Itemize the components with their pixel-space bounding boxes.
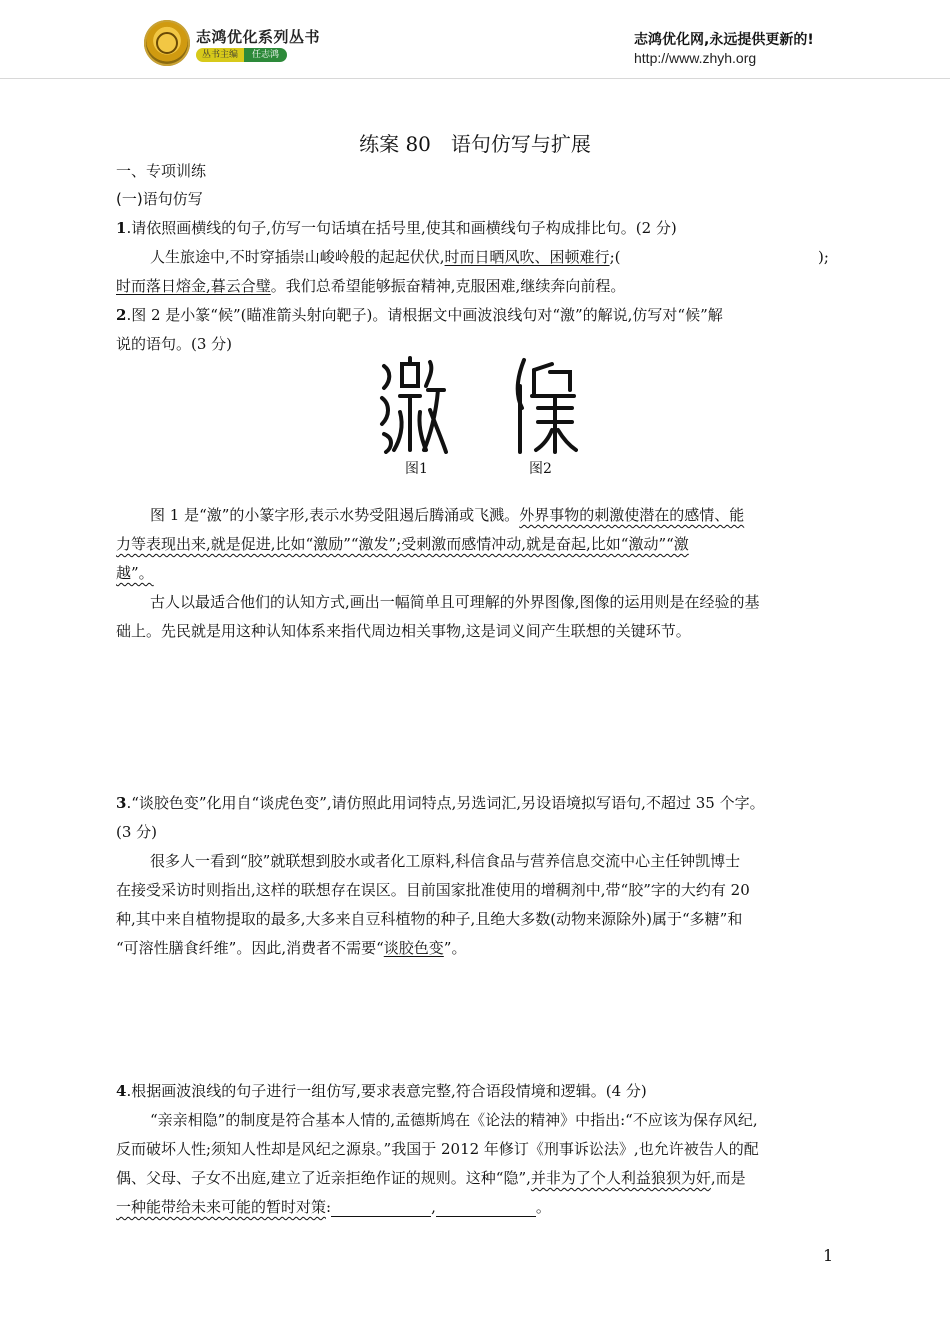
header-url: http://www.zhyh.org: [634, 50, 757, 66]
question-4-prompt: [116, 1081, 647, 1101]
passage-2-line-3: [116, 563, 154, 583]
editor-label: 丛书主编: [196, 48, 244, 62]
passage-4-text-b: ,而是: [710, 1169, 746, 1187]
page-title: 练案 80 语句仿写与扩展: [359, 132, 591, 156]
question-3-prompt: [116, 793, 765, 813]
passage-2-line-4: 古人以最适合他们的认知方式,画出一幅简单且可理解的外界图像,图像的运用则是在经验的基: [150, 593, 760, 611]
passage-2-line-1: [150, 505, 744, 525]
passage-4-line-3: [116, 1168, 746, 1188]
question-4-text: .根据画波浪线的句子进行一组仿写,要求表意完整,符合语段情境和逻辑。(4 分): [126, 1082, 647, 1100]
passage-4-colon: :: [326, 1198, 332, 1216]
answer-blank-2[interactable]: [436, 1200, 536, 1217]
series-logo-icon: [144, 20, 190, 66]
passage-3-text: “可溶性膳食纤维”。因此,消费者不需要“: [116, 939, 384, 957]
page-number: 1: [823, 1246, 834, 1265]
passage-4-line-2: 反而破坏人性;须知人性却是风纪之源泉。”我国于 2012 年修订《刑事诉讼法》,也允许被告人的配: [116, 1140, 759, 1158]
question-3-number: 3: [116, 794, 127, 812]
editor-name: 任志鸿: [244, 48, 287, 62]
header-slogan: 志鸿优化网,永远提供更新的!: [634, 32, 814, 48]
passage-2-text: 图 1 是“激”的小篆字形,表示水势受阻遏后腾涌或飞溅。: [150, 506, 520, 524]
passage-2-wavy-c: 越”。: [116, 564, 154, 582]
passage-4-comma: ,: [431, 1198, 436, 1216]
question-2-number: 2: [116, 306, 127, 324]
subsection-heading: (一)语句仿写: [116, 190, 203, 208]
passage-3-line-2: 在接受采访时则指出,这样的联想存在误区。目前国家批准使用的增稠剂中,带“胶”字的大约有 20: [116, 881, 750, 899]
seal-character-ji-image: [378, 356, 448, 454]
passage-4-wavy-b: 一种能带给未来可能的暂时对策: [116, 1198, 327, 1216]
passage-2-wavy-b: 力等表现出来,就是促进,比如“激励”“激发”;受刺激而感情冲动,就是奋起,比如“激动”“激: [116, 535, 689, 553]
passage-2-line-2: [116, 534, 689, 554]
question-4-number: 4: [116, 1082, 127, 1100]
passage-4-line-4: [116, 1197, 551, 1217]
passage-2-wavy-a: 外界事物的刺激使潜在的感情、能: [519, 506, 745, 524]
question-3-text: .“谈胶色变”化用自“谈虎色变”,请仿照此用词特点,另选词汇,另设语境拟写语句,不超过 35 个字。: [126, 794, 765, 812]
question-1-prompt: [116, 218, 677, 238]
question-3-prompt-b: (3 分): [116, 823, 158, 841]
passage-4-text-a: 偶、父母、子女不出庭,建立了近亲拒绝作证的规则。这种“隐”,: [116, 1169, 531, 1187]
q1-answer-close: );: [818, 248, 829, 266]
seal-character-hou-image: [508, 356, 578, 454]
figure-1-caption: 图1: [405, 461, 428, 477]
passage-2-line-5: 础上。先民就是用这种认知体系来指代周边相关事物,这是词义间产生联想的关键环节。: [116, 622, 691, 640]
passage-4-wavy-a: 并非为了个人利益狼狈为奸: [530, 1169, 711, 1187]
q1-text-a: 人生旅途中,不时穿插崇山峻岭般的起起伏伏,: [150, 248, 445, 266]
question-1-text: .请依照画横线的句子,仿写一句话填在括号里,使其和画横线句子构成排比句。(2 分): [126, 219, 677, 237]
series-title: 志鸿优化系列丛书: [196, 28, 321, 46]
passage-3-line-1: 很多人一看到“胶”就联想到胶水或者化工原料,科信食品与营养信息交流中心主任钟凯博士: [150, 852, 741, 870]
section-heading: 一、专项训练: [116, 162, 207, 180]
answer-blank-1[interactable]: [331, 1200, 431, 1217]
question-1-line-1: [150, 247, 620, 267]
header-divider: [0, 78, 950, 79]
question-2-prompt: [116, 305, 723, 325]
figure-2-caption: 图2: [529, 461, 552, 477]
passage-3-underlined: 谈胶色变: [383, 939, 444, 957]
passage-3-end: ”。: [443, 939, 467, 957]
q1-underlined-a: 时而日晒风吹、困顿难行: [444, 248, 610, 266]
question-2-text-a: .图 2 是小篆“候”(瞄准箭头射向靶子)。请根据文中画波浪线句对“激”的解说,仿写对“候”解: [126, 306, 723, 324]
passage-4-period: 。: [535, 1198, 551, 1216]
passage-3-line-4: [116, 938, 466, 958]
passage-4-line-1: “亲亲相隐”的制度是符合基本人情的,孟德斯鸠在《论法的精神》中指出:“不应该为保存风纪,: [150, 1111, 758, 1129]
q1-text-b: ;(: [609, 248, 621, 266]
question-1-number: 1: [116, 219, 127, 237]
passage-3-line-3: 种,其中来自植物提取的最多,大多来自豆科植物的种子,且绝大多数(动物来源除外)属于“多糖”和: [116, 910, 743, 928]
q1-text-c: 。我们总希望能够振奋精神,克服困难,继续奔向前程。: [270, 277, 626, 295]
page-header: [0, 0, 950, 80]
editor-strip: [196, 48, 287, 62]
question-2-prompt-b: 说的语句。(3 分): [116, 335, 233, 353]
q1-underlined-b: 时而落日熔金,暮云合璧: [116, 277, 271, 295]
question-1-line-2: [116, 276, 625, 296]
